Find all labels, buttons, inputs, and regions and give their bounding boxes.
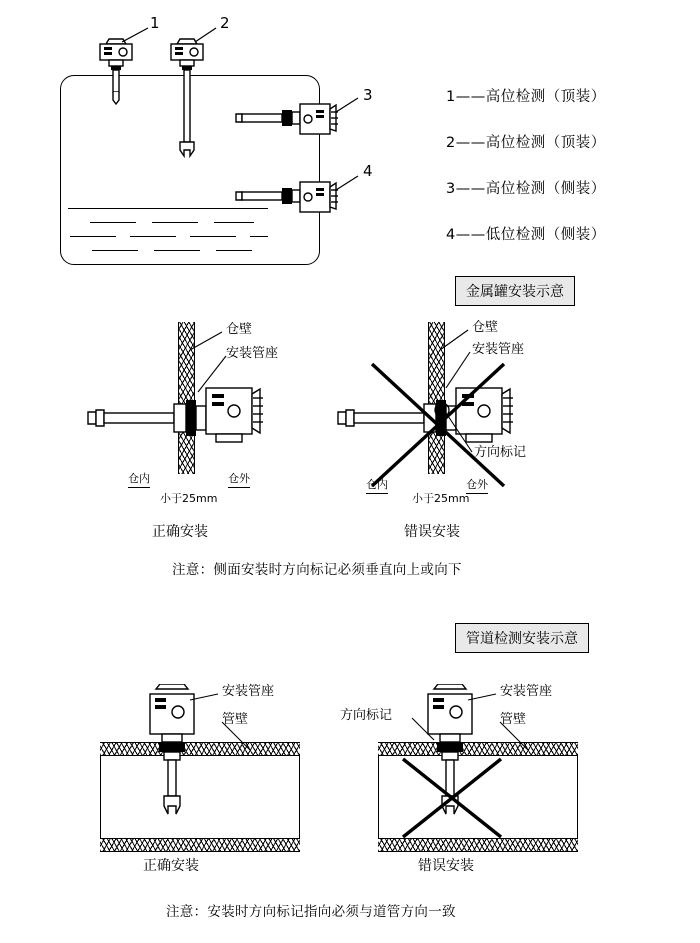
label-silo-wall-left: 仓壁 [226, 322, 253, 337]
label-socket-bottom-left: 安装管座 [222, 684, 275, 699]
label-dim-left: 小于25mm [160, 492, 218, 505]
callout-2-label: 2 [220, 14, 230, 32]
section-header-tank: 金属罐安装示意 [455, 276, 575, 306]
note-bottom: 注意：安装时方向标记指向必须与道管方向一致 [166, 904, 456, 920]
legend-item-3: 3——高位检测（侧装） [446, 181, 606, 197]
callout-1-label: 1 [150, 14, 160, 32]
label-inside-right: 仓内 [366, 478, 388, 494]
label-direction-mark-middle: 方向标记 [474, 445, 527, 460]
legend-item-2: 2——高位检测（顶装） [446, 135, 606, 151]
note-middle: 注意：侧面安装时方向标记必须垂直向上或向下 [172, 562, 462, 578]
label-silo-wall-right: 仓壁 [472, 320, 499, 335]
label-socket-right: 安装管座 [472, 342, 525, 357]
legend-item-4: 4——低位检测（侧装） [446, 227, 606, 243]
legend-item-1: 1——高位检测（顶装） [446, 89, 606, 105]
label-pipe-wall-bottom-right: 管壁 [500, 712, 527, 727]
label-socket-left: 安装管座 [226, 346, 279, 361]
label-direction-mark-bottom: 方向标记 [340, 708, 393, 723]
section-header-pipe: 管道检测安装示意 [455, 623, 589, 653]
callout-3-label: 3 [363, 86, 373, 104]
caption-correct-middle: 正确安装 [152, 524, 208, 540]
label-dim-right: 小于25mm [412, 492, 470, 505]
label-outside-right: 仓外 [466, 478, 488, 494]
caption-wrong-bottom: 错误安装 [418, 858, 474, 874]
callout-4-label: 4 [363, 162, 373, 180]
label-outside-left: 仓外 [228, 472, 250, 488]
caption-correct-bottom: 正确安装 [143, 858, 199, 874]
caption-wrong-middle: 错误安装 [404, 524, 460, 540]
label-inside-left: 仓内 [128, 472, 150, 488]
label-pipe-wall-bottom-left: 管壁 [222, 712, 249, 727]
label-socket-bottom-right: 安装管座 [500, 684, 553, 699]
